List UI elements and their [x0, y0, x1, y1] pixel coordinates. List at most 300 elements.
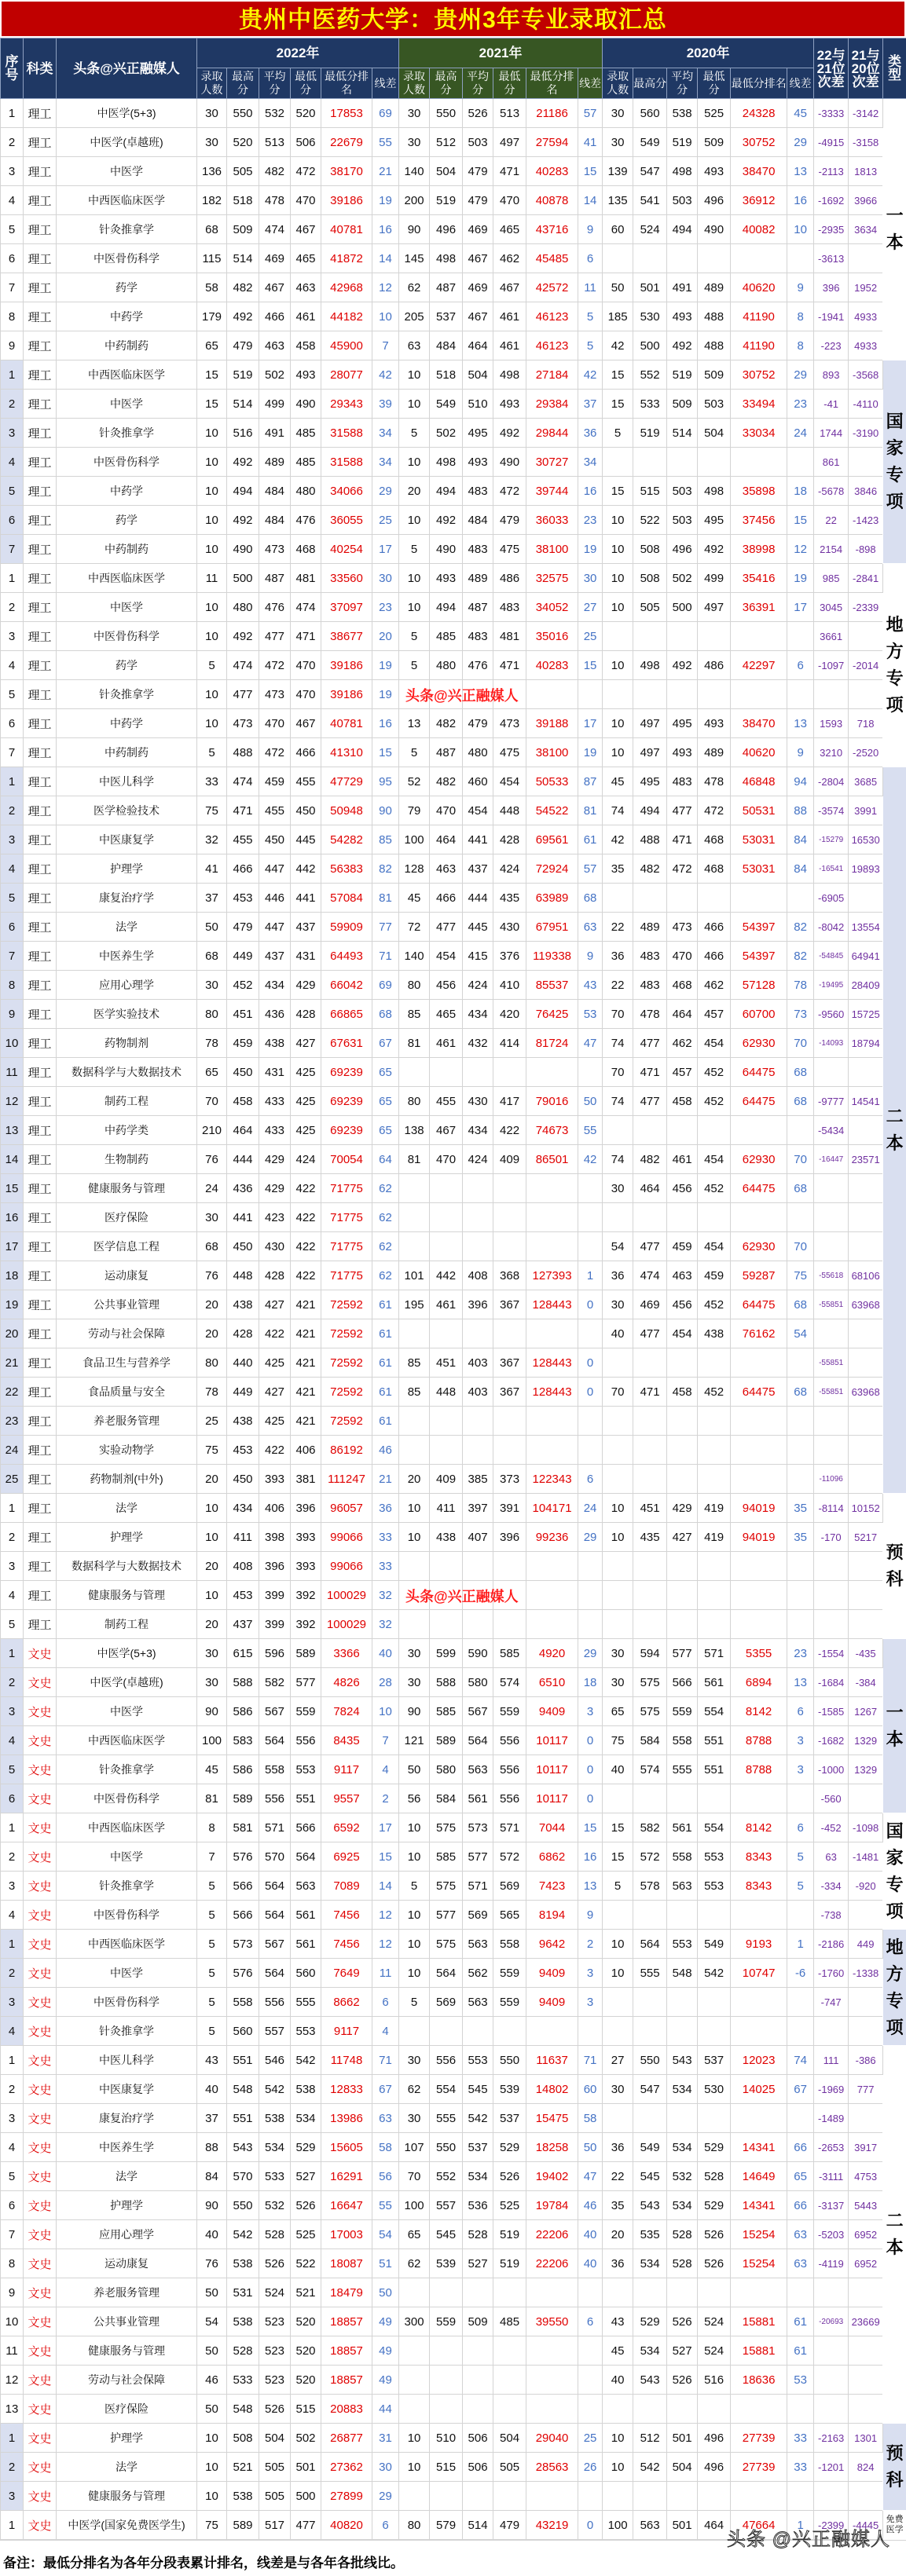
cell-rank-diff-21-20: 23669: [849, 2307, 883, 2336]
row-major: 中药学: [57, 709, 197, 738]
cell-2022-max-score: 411: [227, 1523, 259, 1552]
cell-2022-line-gap: 4: [372, 2017, 399, 2046]
cell-2022-min-rank: 18857: [321, 2307, 372, 2336]
cell-2022-min-score: 561: [291, 1930, 321, 1959]
cell-2020-min-rank: 35898: [731, 477, 787, 506]
cell-2021-min-rank: 22206: [526, 2220, 578, 2249]
cell-2021-min-rank: 39550: [526, 2307, 578, 2336]
cell-2020-avg-score: 456: [667, 1174, 698, 1203]
cell-rank-diff-22-21: 111: [814, 2046, 849, 2075]
cell-2021-max-score: 498: [430, 448, 463, 477]
cell-2020-line-gap: 82: [787, 913, 814, 942]
cell-2020-max-score: [633, 1901, 667, 1930]
cell-rank-diff-22-21: -2399: [814, 2511, 849, 2540]
cell-2022-avg-score: 474: [259, 215, 291, 244]
cell-2021-enrolled: [399, 1319, 430, 1348]
cell-2021-max-score: 585: [430, 1842, 463, 1872]
cell-2022-avg-score: 433: [259, 1116, 291, 1145]
cell-2020-line-gap: 70: [787, 1232, 814, 1261]
cell-2021-min-rank: 34052: [526, 593, 578, 622]
cell-2022-line-gap: 21: [372, 157, 399, 186]
cell-2021-min-rank: 46123: [526, 302, 578, 331]
cell-rank-diff-21-20: -4110: [849, 390, 883, 419]
cell-rank-diff-21-20: 3685: [849, 767, 883, 796]
cell-2020-line-gap: 68: [787, 1174, 814, 1203]
cell-2022-max-score: 538: [227, 2307, 259, 2336]
cell-2020-max-score: 563: [633, 2511, 667, 2540]
cell-2021-max-score: 494: [430, 593, 463, 622]
cell-2022-min-rank: 3366: [321, 1639, 372, 1668]
cell-2022-enrolled: 115: [197, 244, 227, 273]
cell-2020-enrolled: [603, 1901, 633, 1930]
cell-2020-line-gap: [787, 2017, 814, 2046]
cell-2020-enrolled: [603, 1407, 633, 1436]
cell-2020-max-score: 549: [633, 2133, 667, 2162]
admission-table: [0, 38, 906, 2540]
cell-2020-min-rank: [731, 2104, 787, 2133]
cell-2021-min-rank: 28563: [526, 2453, 578, 2482]
cell-2020-avg-score: [667, 244, 698, 273]
cell-2022-min-score: 425: [291, 1087, 321, 1116]
row-seq: 15: [1, 1174, 24, 1203]
group-type-label: 二本: [883, 767, 906, 1494]
cell-2020-enrolled: 70: [603, 1058, 633, 1087]
cell-2020-enrolled: 30: [603, 99, 633, 128]
cell-2020-max-score: 488: [633, 825, 667, 854]
row-category: 理工: [24, 796, 57, 825]
cell-rank-diff-21-20: [849, 1058, 883, 1087]
cell-2021-enrolled: 5: [399, 535, 430, 564]
cell-2022-min-score: 520: [291, 2307, 321, 2336]
cell-2021-line-gap: 15: [578, 1813, 603, 1842]
cell-2020-min-score: [698, 1901, 731, 1930]
cell-2020-line-gap: 75: [787, 1261, 814, 1290]
cell-2020-avg-score: 477: [667, 796, 698, 825]
cell-rank-diff-21-20: [849, 1232, 883, 1261]
cell-2022-line-gap: 81: [372, 884, 399, 913]
cell-2022-line-gap: 55: [372, 128, 399, 157]
cell-rank-diff-22-21: -2113: [814, 157, 849, 186]
cell-2020-enrolled: [603, 622, 633, 651]
cell-2021-min-score: 461: [493, 331, 526, 360]
cell-2020-enrolled: 30: [603, 1290, 633, 1319]
cell-2022-enrolled: 46: [197, 2366, 227, 2395]
cell-2020-line-gap: 12: [787, 535, 814, 564]
cell-2022-max-score: 453: [227, 884, 259, 913]
cell-rank-diff-21-20: 14541: [849, 1087, 883, 1116]
cell-2020-max-score: 534: [633, 2249, 667, 2278]
cell-rank-diff-21-20: 3634: [849, 215, 883, 244]
row-seq: 4: [1, 1581, 24, 1610]
cell-2021-max-score: 438: [430, 1523, 463, 1552]
cell-2020-min-score: 529: [698, 2191, 731, 2220]
row-seq: 16: [1, 1203, 24, 1232]
cell-2022-min-rank: 72592: [321, 1348, 372, 1378]
row-category: 理工: [24, 1145, 57, 1174]
cell-2020-min-rank: [731, 244, 787, 273]
row-category: 理工: [24, 738, 57, 767]
cell-2022-line-gap: 46: [372, 1436, 399, 1465]
row-seq: 4: [1, 2133, 24, 2162]
cell-2021-max-score: 442: [430, 1261, 463, 1290]
cell-2021-avg-score: 567: [463, 1697, 493, 1726]
cell-2021-avg-score: 569: [463, 1901, 493, 1930]
cell-2021-avg-score: 479: [463, 709, 493, 738]
row-major: 养老服务管理: [57, 2278, 197, 2307]
cell-2021-enrolled: 62: [399, 2075, 430, 2104]
cell-2020-avg-score: 459: [667, 1232, 698, 1261]
cell-2020-enrolled: 10: [603, 1523, 633, 1552]
cell-2021-line-gap: 68: [578, 884, 603, 913]
cell-2020-enrolled: 45: [603, 2336, 633, 2366]
cell-2020-line-gap: 9: [787, 273, 814, 302]
cell-2020-avg-score: 543: [667, 2046, 698, 2075]
cell-2021-line-gap: 15: [578, 157, 603, 186]
cell-2021-enrolled: 10: [399, 506, 430, 535]
footer-note: 备注：最低分排名为各年分段表累计排名，线差是与各年各批线比。: [3, 2556, 404, 2571]
cell-2021-line-gap: 24: [578, 1494, 603, 1523]
cell-2022-line-gap: 67: [372, 1029, 399, 1058]
table-row: [1, 564, 906, 593]
row-seq: 3: [1, 1872, 24, 1901]
cell-2021-min-rank: 99236: [526, 1523, 578, 1552]
cell-rank-diff-21-20: 15725: [849, 1000, 883, 1029]
row-major: 中医骨伤科学: [57, 1784, 197, 1813]
cell-2020-enrolled: 70: [603, 1000, 633, 1029]
table-row: [1, 1494, 906, 1523]
row-major: 中医骨伤科学: [57, 244, 197, 273]
cell-2021-max-score: 504: [430, 157, 463, 186]
cell-2020-min-rank: 8142: [731, 1813, 787, 1842]
row-major: 医学实验技术: [57, 1000, 197, 1029]
cell-2021-avg-score: 430: [463, 1087, 493, 1116]
cell-2022-enrolled: 10: [197, 1494, 227, 1523]
cell-2022-max-score: 570: [227, 2162, 259, 2191]
cell-2020-line-gap: 23: [787, 390, 814, 419]
cell-2020-avg-score: 548: [667, 1959, 698, 1988]
row-major: 中医儿科学: [57, 767, 197, 796]
cell-2020-min-rank: [731, 2278, 787, 2307]
cell-2020-line-gap: 3: [787, 1726, 814, 1755]
cell-2020-min-rank: 54397: [731, 913, 787, 942]
subheader-2022-4: 最低分排名: [321, 68, 372, 99]
cell-2021-min-rank: [526, 1552, 578, 1581]
cell-2022-avg-score: 524: [259, 2278, 291, 2307]
row-major: 药学: [57, 273, 197, 302]
cell-2021-avg-score: 397: [463, 1494, 493, 1523]
cell-2022-enrolled: 15: [197, 360, 227, 390]
cell-rank-diff-21-20: -2520: [849, 738, 883, 767]
cell-2020-enrolled: [603, 1988, 633, 2017]
cell-2021-avg-score: [463, 2395, 493, 2424]
cell-2022-max-score: 514: [227, 390, 259, 419]
cell-2020-max-score: 578: [633, 1872, 667, 1901]
cell-2020-min-rank: [731, 1436, 787, 1465]
cell-2021-enrolled: 30: [399, 1668, 430, 1697]
cell-2022-max-score: 453: [227, 1436, 259, 1465]
row-major: 中医骨伤科学: [57, 622, 197, 651]
cell-2022-enrolled: 43: [197, 2046, 227, 2075]
cell-2022-min-score: 561: [291, 1901, 321, 1930]
cell-2021-line-gap: 47: [578, 2162, 603, 2191]
cell-2022-avg-score: 571: [259, 1813, 291, 1842]
header-year-2020: 2020年: [603, 38, 814, 68]
cell-rank-diff-21-20: [849, 2395, 883, 2424]
cell-2022-min-rank: 7456: [321, 1901, 372, 1930]
cell-rank-diff-22-21: [814, 1436, 849, 1465]
table-row: [1, 2075, 906, 2104]
cell-2021-max-score: 484: [430, 331, 463, 360]
cell-2022-enrolled: 10: [197, 477, 227, 506]
cell-2020-min-rank: [731, 1784, 787, 1813]
row-category: 文史: [24, 2366, 57, 2395]
cell-2021-min-rank: [526, 1319, 578, 1348]
cell-2021-avg-score: 479: [463, 157, 493, 186]
row-major: 数据科学与大数据技术: [57, 1552, 197, 1581]
row-category: 文史: [24, 1697, 57, 1726]
table-row: [1, 1261, 906, 1290]
cell-2021-max-score: 454: [430, 942, 463, 971]
row-seq: 6: [1, 506, 24, 535]
cell-2020-enrolled: 65: [603, 1697, 633, 1726]
cell-2020-max-score: 555: [633, 1959, 667, 1988]
row-seq: 18: [1, 1261, 24, 1290]
cell-2022-min-rank: 7649: [321, 1959, 372, 1988]
cell-2020-min-rank: 8343: [731, 1842, 787, 1872]
cell-2021-min-rank: 40283: [526, 157, 578, 186]
row-major: 针灸推拿学: [57, 2017, 197, 2046]
cell-2022-enrolled: 50: [197, 2278, 227, 2307]
cell-2022-avg-score: 406: [259, 1494, 291, 1523]
cell-2020-min-rank: 15881: [731, 2336, 787, 2366]
cell-2021-max-score: 463: [430, 854, 463, 884]
cell-2020-min-rank: 40082: [731, 215, 787, 244]
cell-2021-line-gap: 40: [578, 2249, 603, 2278]
cell-2022-min-score: 485: [291, 448, 321, 477]
cell-2021-min-score: 565: [493, 1901, 526, 1930]
row-seq: 17: [1, 1232, 24, 1261]
cell-2022-max-score: 560: [227, 2017, 259, 2046]
row-seq: 24: [1, 1436, 24, 1465]
cell-2021-max-score: [430, 1203, 463, 1232]
cell-2021-min-score: 492: [493, 419, 526, 448]
cell-2020-avg-score: 492: [667, 331, 698, 360]
cell-2021-line-gap: 3: [578, 1697, 603, 1726]
cell-2022-line-gap: 7: [372, 331, 399, 360]
cell-2022-line-gap: 71: [372, 2046, 399, 2075]
row-major: 中医学: [57, 593, 197, 622]
cell-2022-enrolled: 40: [197, 2220, 227, 2249]
row-category: 理工: [24, 128, 57, 157]
cell-2021-avg-score: [463, 1232, 493, 1261]
cell-2020-min-rank: 53031: [731, 854, 787, 884]
table-row: [1, 2366, 906, 2395]
cell-2022-max-score: 588: [227, 1668, 259, 1697]
row-major: 健康服务与管理: [57, 1581, 197, 1610]
cell-rank-diff-22-21: -170: [814, 1523, 849, 1552]
cell-2022-line-gap: 61: [372, 1319, 399, 1348]
cell-2021-min-rank: 7044: [526, 1813, 578, 1842]
cell-2022-avg-score: 437: [259, 942, 291, 971]
header-year-2021: 2021年: [399, 38, 603, 68]
cell-2022-avg-score: 532: [259, 99, 291, 128]
cell-2022-line-gap: 42: [372, 360, 399, 390]
cell-2021-min-rank: 76425: [526, 1000, 578, 1029]
cell-rank-diff-21-20: 63968: [849, 1290, 883, 1319]
row-major: 中医学(5+3): [57, 1639, 197, 1668]
cell-2020-line-gap: 23: [787, 1639, 814, 1668]
cell-2021-max-score: 498: [430, 244, 463, 273]
cell-2022-avg-score: 470: [259, 709, 291, 738]
cell-2021-max-score: 512: [430, 128, 463, 157]
cell-2022-max-score: 479: [227, 913, 259, 942]
cell-2020-avg-score: [667, 1552, 698, 1581]
cell-2021-min-rank: 42572: [526, 273, 578, 302]
cell-2021-max-score: 550: [430, 99, 463, 128]
cell-2021-avg-score: [463, 2278, 493, 2307]
cell-2022-avg-score: 467: [259, 273, 291, 302]
cell-2020-max-score: 550: [633, 2046, 667, 2075]
row-major: 运动康复: [57, 1261, 197, 1290]
cell-2021-min-rank: 18258: [526, 2133, 578, 2162]
cell-2022-min-score: 422: [291, 1261, 321, 1290]
cell-2020-min-score: [698, 1348, 731, 1378]
row-major: 中医学(卓越班): [57, 128, 197, 157]
cell-2021-max-score: 461: [430, 1029, 463, 1058]
cell-2022-avg-score: 502: [259, 360, 291, 390]
cell-2021-max-score: 569: [430, 1988, 463, 2017]
cell-2021-enrolled: [399, 1232, 430, 1261]
row-category: 理工: [24, 564, 57, 593]
cell-2022-enrolled: 84: [197, 2162, 227, 2191]
row-seq: 1: [1, 1639, 24, 1668]
cell-2022-max-score: 538: [227, 2482, 259, 2511]
cell-rank-diff-22-21: -4119: [814, 2249, 849, 2278]
cell-2022-max-score: 508: [227, 2424, 259, 2453]
cell-2021-avg-score: 564: [463, 1726, 493, 1755]
cell-2020-avg-score: 504: [667, 2453, 698, 2482]
cell-2020-min-score: 472: [698, 796, 731, 825]
cell-2022-max-score: 466: [227, 854, 259, 884]
cell-2022-avg-score: 399: [259, 1610, 291, 1639]
cell-2020-min-score: 551: [698, 1755, 731, 1784]
cell-2022-line-gap: 77: [372, 913, 399, 942]
cell-2022-min-score: 501: [291, 2453, 321, 2482]
cell-2020-max-score: 541: [633, 186, 667, 215]
cell-2022-enrolled: 5: [197, 2017, 227, 2046]
cell-2020-enrolled: [603, 1203, 633, 1232]
cell-rank-diff-22-21: 985: [814, 564, 849, 593]
cell-2021-min-rank: [526, 2395, 578, 2424]
cell-2020-max-score: [633, 1784, 667, 1813]
cell-rank-diff-21-20: -920: [849, 1872, 883, 1901]
cell-2022-min-rank: 8435: [321, 1726, 372, 1755]
table-row: [1, 2017, 906, 2046]
row-seq: 21: [1, 1348, 24, 1378]
cell-2020-max-score: 501: [633, 273, 667, 302]
cell-2022-min-score: 589: [291, 1639, 321, 1668]
cell-2021-min-rank: 40878: [526, 186, 578, 215]
cell-rank-diff-22-21: -560: [814, 1784, 849, 1813]
cell-2020-line-gap: 68: [787, 1087, 814, 1116]
cell-2022-line-gap: 29: [372, 2482, 399, 2511]
cell-2020-enrolled: 74: [603, 1029, 633, 1058]
cell-rank-diff-21-20: 16530: [849, 825, 883, 854]
cell-rank-diff-22-21: [814, 1232, 849, 1261]
row-seq: 3: [1, 419, 24, 448]
subheader-2022-5: 线差: [372, 68, 399, 99]
cell-2021-min-rank: 9409: [526, 1697, 578, 1726]
cell-2020-line-gap: 10: [787, 215, 814, 244]
cell-2021-avg-score: 536: [463, 2191, 493, 2220]
cell-2020-avg-score: 454: [667, 1319, 698, 1348]
cell-2022-line-gap: 65: [372, 1087, 399, 1116]
cell-2020-max-score: 547: [633, 2075, 667, 2104]
row-seq: 11: [1, 2336, 24, 2366]
row-seq: 9: [1, 2278, 24, 2307]
row-category: 理工: [24, 593, 57, 622]
cell-2021-min-rank: [526, 2366, 578, 2395]
cell-2022-avg-score: 556: [259, 1988, 291, 2017]
cell-2022-enrolled: 7: [197, 1842, 227, 1872]
cell-rank-diff-22-21: [814, 2017, 849, 2046]
cell-2022-min-score: 506: [291, 128, 321, 157]
cell-2021-min-score: [493, 1407, 526, 1436]
cell-2020-min-score: 542: [698, 1959, 731, 1988]
cell-2022-min-rank: 47729: [321, 767, 372, 796]
cell-2021-line-gap: 0: [578, 1290, 603, 1319]
cell-2022-min-score: 529: [291, 2133, 321, 2162]
cell-2021-min-score: [493, 2336, 526, 2366]
cell-rank-diff-21-20: 64941: [849, 942, 883, 971]
cell-2022-max-score: 438: [227, 1290, 259, 1319]
cell-rank-diff-22-21: 3661: [814, 622, 849, 651]
row-category: 文史: [24, 1842, 57, 1872]
cell-2022-min-rank: 72592: [321, 1407, 372, 1436]
cell-2020-enrolled: [603, 2278, 633, 2307]
cell-2020-min-score: 551: [698, 1726, 731, 1755]
cell-2022-avg-score: 429: [259, 1174, 291, 1203]
cell-2020-min-rank: 54397: [731, 942, 787, 971]
cell-2021-line-gap: [578, 1552, 603, 1581]
cell-rank-diff-22-21: -16541: [814, 854, 849, 884]
cell-2021-avg-score: 476: [463, 651, 493, 680]
cell-2022-min-score: 393: [291, 1552, 321, 1581]
cell-2021-enrolled: 10: [399, 2453, 430, 2482]
cell-rank-diff-21-20: [849, 448, 883, 477]
cell-2022-min-score: 553: [291, 1755, 321, 1784]
cell-2020-max-score: [633, 1407, 667, 1436]
cell-2022-max-score: 428: [227, 1319, 259, 1348]
cell-rank-diff-21-20: 5443: [849, 2191, 883, 2220]
cell-2020-min-score: 486: [698, 651, 731, 680]
cell-2021-line-gap: 16: [578, 477, 603, 506]
cell-2022-line-gap: 6: [372, 2511, 399, 2540]
row-category: 理工: [24, 1581, 57, 1610]
cell-2020-enrolled: 10: [603, 1930, 633, 1959]
cell-2022-min-score: 422: [291, 1174, 321, 1203]
cell-2022-min-score: 555: [291, 1988, 321, 2017]
cell-2021-avg-score: 563: [463, 1755, 493, 1784]
cell-2021-enrolled: [399, 2336, 430, 2366]
cell-2021-min-rank: 11637: [526, 2046, 578, 2075]
cell-2020-max-score: [633, 1348, 667, 1378]
cell-rank-diff-21-20: [849, 2104, 883, 2133]
cell-2021-min-score: 519: [493, 2220, 526, 2249]
cell-2021-min-score: [493, 2482, 526, 2511]
row-category: 文史: [24, 2104, 57, 2133]
cell-2022-min-score: 560: [291, 1959, 321, 1988]
